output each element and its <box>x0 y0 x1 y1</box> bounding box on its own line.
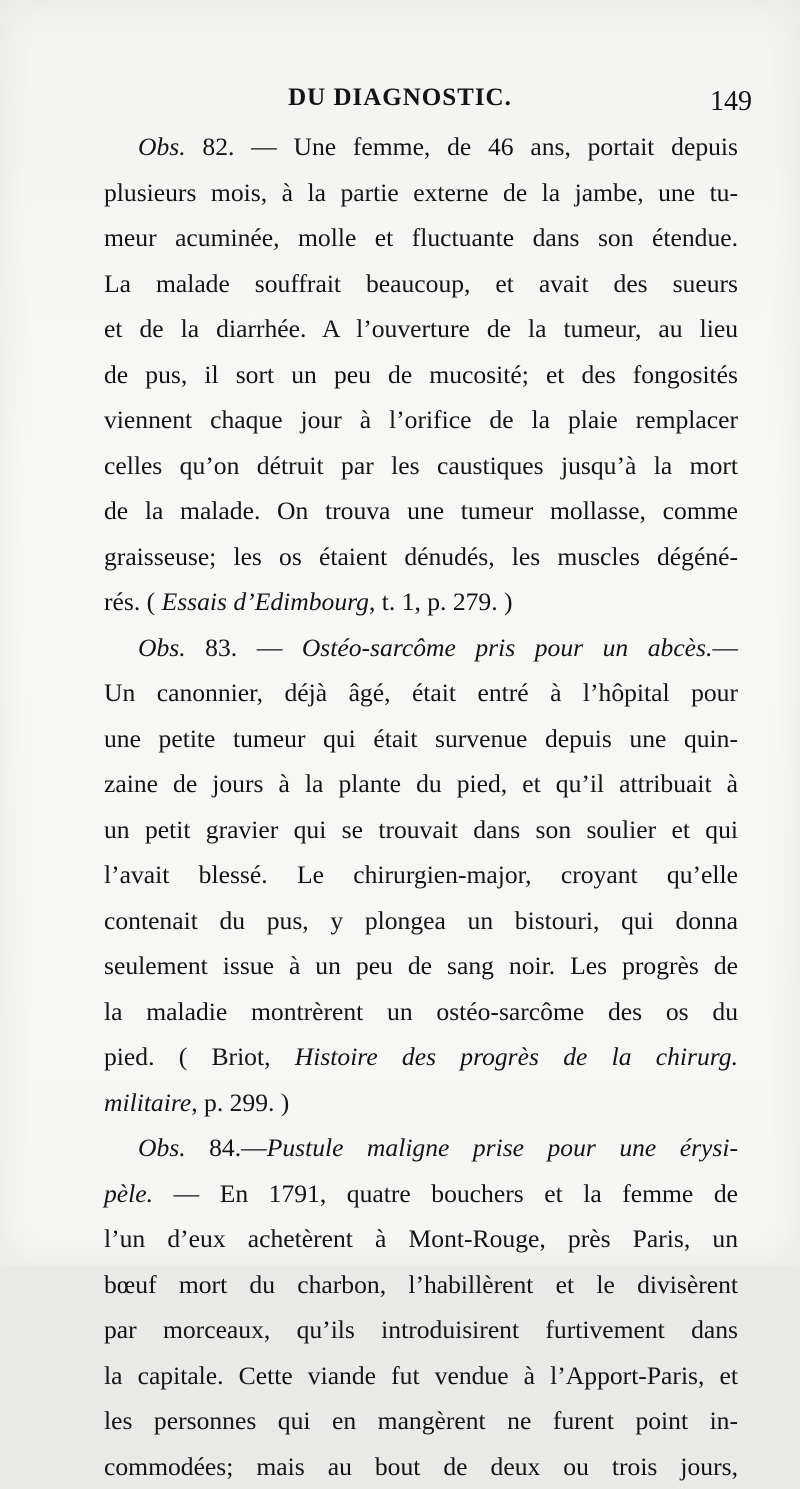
text-segment: l’un d’eux achetèrent à Mont-Rouge, près Paris, un <box>104 1224 738 1253</box>
text-line <box>104 1080 738 1126</box>
text-segment: , t. 1, p. 279. ) <box>369 587 513 616</box>
text-line <box>104 1171 738 1217</box>
text-line <box>104 807 738 853</box>
text-line <box>104 670 738 716</box>
text-segment: La malade souffrait beaucoup, et avait des sueurs <box>104 269 738 298</box>
text-segment: Un canonnier, déjà âgé, était entré à l’hôpital pour <box>104 678 738 707</box>
italic-text: pèle. <box>104 1179 153 1208</box>
text-line <box>104 1034 738 1080</box>
text-segment: zaine de jours à la plante du pied, et qu’il attribuait à <box>104 769 738 798</box>
text-line <box>104 579 738 625</box>
italic-text: Essais d’Edimbourg <box>162 587 369 616</box>
text-line <box>104 306 738 352</box>
text-segment: et de la diarrhée. A l’ouverture de la tumeur, au lieu <box>104 314 738 343</box>
running-head <box>0 78 800 128</box>
text-segment: les personnes qui en mangèrent ne furent point in- <box>104 1406 738 1435</box>
text-segment: plusieurs mois, à la partie externe de la jambe, une tu- <box>104 178 738 207</box>
text-segment: — En 1791, quatre bouchers et la femme de <box>153 1179 738 1208</box>
text-line <box>104 261 738 307</box>
text-line <box>104 625 738 671</box>
running-title: DU DIAGNOSTIC. <box>0 84 800 112</box>
text-line <box>104 1262 738 1308</box>
text-line <box>104 1307 738 1353</box>
text-line <box>104 1216 738 1262</box>
page-number: 149 <box>710 86 752 118</box>
text-segment: contenait du pus, y plongea un bistouri, qui donna <box>104 906 738 935</box>
italic-text: Pustule maligne prise pour une érysi- <box>267 1133 738 1162</box>
text-segment: celles qu’on détruit par les caustiques jusqu’à la mort <box>104 451 738 480</box>
text-segment: une petite tumeur qui était survenue depuis une quin- <box>104 724 738 753</box>
text-line <box>104 124 738 170</box>
italic-text: Histoire des progrès de la chirurg. <box>295 1042 738 1071</box>
text-line <box>104 352 738 398</box>
italic-text: Obs. <box>138 633 186 662</box>
text-segment: — <box>712 633 738 662</box>
text-segment: un petit gravier qui se trouvait dans son soulier et qui <box>104 815 738 844</box>
text-segment: la capitale. Cette viande fut vendue à l’Apport-Paris, et <box>104 1361 738 1390</box>
text-line <box>104 170 738 216</box>
text-segment: graisseuse; les os étaient dénudés, les muscles dégéné- <box>104 542 738 571</box>
text-line <box>104 852 738 898</box>
text-segment: , p. 299. ) <box>191 1088 289 1117</box>
text-segment: de la malade. On trouva une tumeur mollasse, comme <box>104 496 738 525</box>
text-segment: 84.— <box>186 1133 267 1162</box>
text-line <box>104 397 738 443</box>
text-line <box>104 761 738 807</box>
text-line <box>104 989 738 1035</box>
text-line <box>104 534 738 580</box>
text-segment: 83. — <box>186 633 302 662</box>
text-line <box>104 215 738 261</box>
text-segment: par morceaux, qu’ils introduisirent furtivement dans <box>104 1315 738 1344</box>
text-line <box>104 898 738 944</box>
text-line <box>104 943 738 989</box>
text-segment: 82. — Une femme, de 46 ans, portait depuis <box>186 132 738 161</box>
text-segment: l’avait blessé. Le chirurgien-major, croyant qu’elle <box>104 860 738 889</box>
text-segment: meur acuminée, molle et fluctuante dans son étendue. <box>104 223 738 252</box>
italic-text: Ostéo-sarcôme pris pour un abcès. <box>302 633 713 662</box>
italic-text: Obs. <box>138 132 186 161</box>
text-line <box>104 488 738 534</box>
italic-text: Obs. <box>138 1133 186 1162</box>
body-text <box>104 124 738 1489</box>
text-segment: la maladie montrèrent un ostéo-sarcôme des os du <box>104 997 738 1026</box>
italic-text: militaire <box>104 1088 191 1117</box>
text-segment: bœuf mort du charbon, l’habillèrent et le divisèrent <box>104 1270 738 1299</box>
text-segment: rés. ( <box>104 587 162 616</box>
text-line <box>104 1398 738 1444</box>
text-line <box>104 1125 738 1171</box>
text-line <box>104 1353 738 1399</box>
text-segment: pied. ( Briot, <box>104 1042 295 1071</box>
text-line <box>104 443 738 489</box>
text-segment: seulement issue à un peu de sang noir. Les progrès de <box>104 951 738 980</box>
text-line <box>104 1444 738 1489</box>
text-segment: viennent chaque jour à l’orifice de la plaie remplacer <box>104 405 738 434</box>
text-segment: commodées; mais au bout de deux ou trois jours, <box>104 1452 738 1481</box>
text-line <box>104 716 738 762</box>
text-segment: de pus, il sort un peu de mucosité; et des fongosités <box>104 360 738 389</box>
